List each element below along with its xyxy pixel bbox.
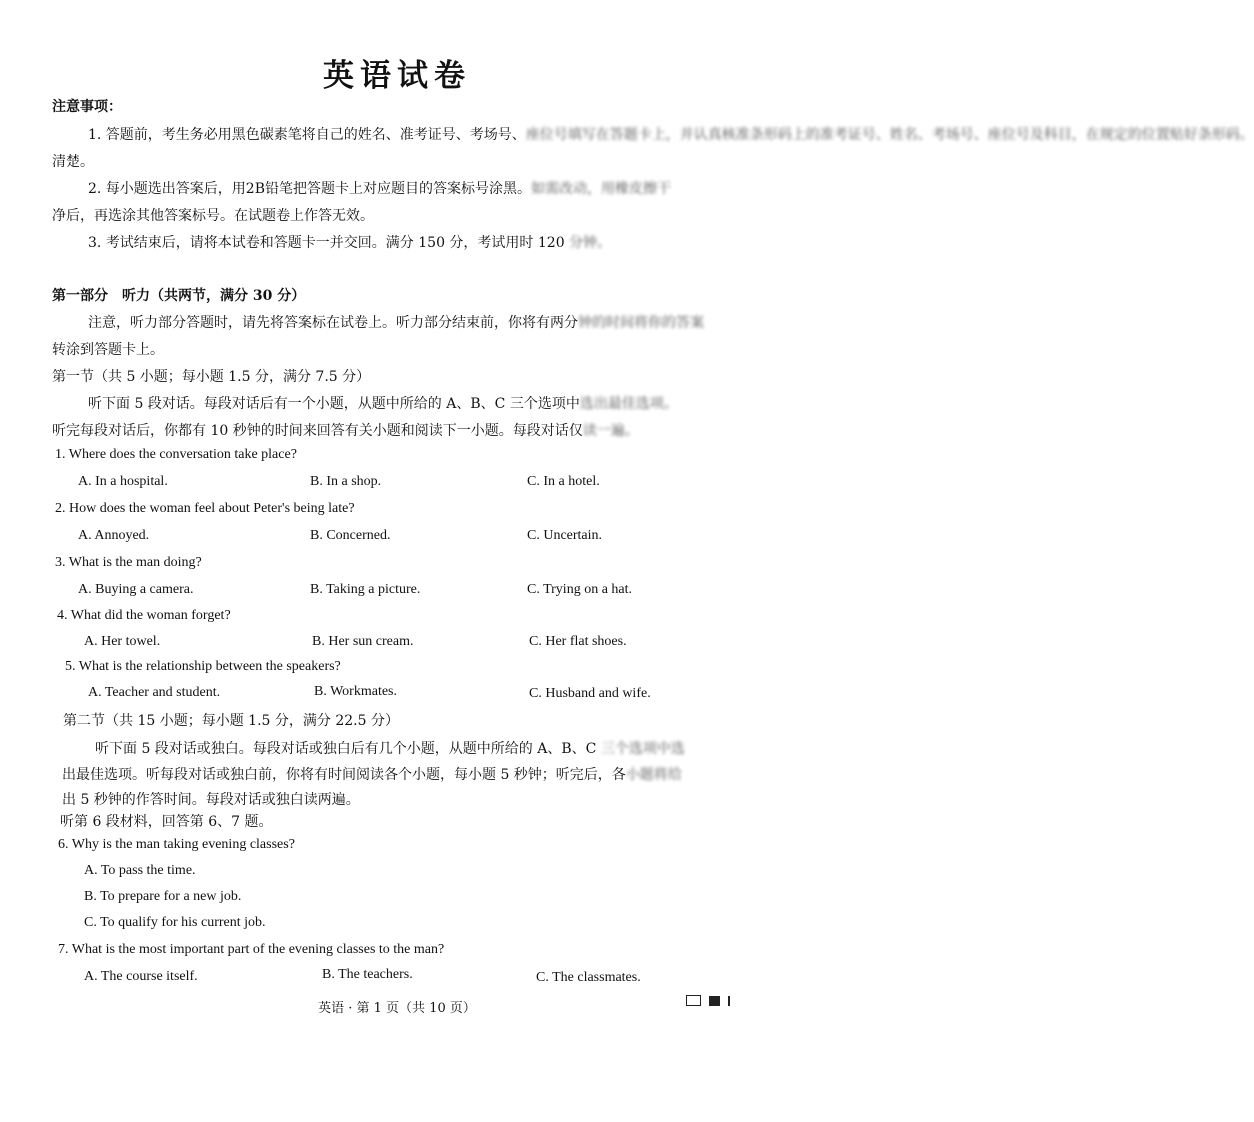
part1-heading: 第一部分 听力（共两节，满分 30 分） — [52, 288, 306, 304]
material-heading: 听第 6 段材料，回答第 6、7 题。 — [60, 814, 273, 830]
q5-option-c: C. Husband and wife. — [529, 686, 651, 701]
section2-intro-3: 出 5 秒钟的作答时间。每段对话或独白读两遍。 — [62, 792, 360, 808]
q1-option-b: B. In a shop. — [310, 474, 382, 489]
box-icon — [686, 995, 701, 1006]
page-footer: 英语 · 第 1 页（共 10 页） — [318, 1001, 476, 1016]
question-1: 1. Where does the conversation take place? — [55, 447, 297, 462]
q1-option-a: A. In a hospital. — [78, 474, 168, 489]
fill-icon — [709, 996, 720, 1006]
q2-option-c: C. Uncertain. — [527, 528, 603, 543]
notice-heading: 注意事项： — [52, 99, 122, 115]
q4-option-a: A. Her towel. — [84, 634, 161, 649]
q6-option-a: A. To pass the time. — [84, 863, 196, 878]
section1-intro-2: 听完每段对话后，你都有 10 秒钟的时间来回答有关小题和阅读下一小题。每段对话仅读一遍。 — [52, 423, 639, 439]
notice-line-3: 3. 考试结束后，请将本试卷和答题卡一并交回。满分 150 分，考试用时 120 分钟。 — [88, 235, 612, 251]
section2-intro-2: 出最佳选项。听每段对话或独白前，你将有时间阅读各个小题，每小题 5 秒钟；听完后，各小题将给 — [62, 767, 682, 783]
question-2: 2. How does the woman feel about Peter's being late? — [55, 501, 355, 516]
question-6: 6. Why is the man taking evening classes? — [58, 837, 295, 852]
q5-option-b: B. Workmates. — [314, 684, 397, 699]
notice-line-1: 1. 答题前，考生务必用黑色碳素笔将自己的姓名、准考证号、考场号、座位号填写在答题卡上，并认真核准条形码上的准考证号、姓名、考场号、座位号及科目，在规定的位置贴好条形码。 — [88, 127, 1254, 143]
question-5: 5. What is the relationship between the speakers? — [65, 659, 341, 674]
q6-option-c: C. To qualify for his current job. — [84, 915, 266, 930]
q7-option-b: B. The teachers. — [322, 967, 413, 982]
q1-option-c: C. In a hotel. — [527, 474, 600, 489]
q3-option-b: B. Taking a picture. — [310, 582, 421, 597]
page-title: 英语试卷 — [323, 58, 471, 94]
question-7: 7. What is the most important part of the evening classes to the man? — [58, 942, 445, 957]
footer-marks — [686, 995, 730, 1006]
section1-intro: 听下面 5 段对话。每段对话后有一个小题，从题中所给的 A、B、C 三个选项中选出最佳选项。 — [88, 396, 678, 412]
section1-heading: 第一节（共 5 小题；每小题 1.5 分，满分 7.5 分） — [52, 369, 371, 385]
q5-option-a: A. Teacher and student. — [88, 685, 221, 700]
q2-option-b: B. Concerned. — [310, 528, 391, 543]
section2-intro: 听下面 5 段对话或独白。每段对话或独白后有几个小题，从题中所给的 A、B、C 三个选项中选 — [95, 741, 685, 757]
question-3: 3. What is the man doing? — [55, 555, 202, 570]
bar-icon — [728, 996, 730, 1006]
q4-option-c: C. Her flat shoes. — [529, 634, 627, 649]
q7-option-c: C. The classmates. — [536, 970, 641, 985]
part1-intro-2: 转涂到答题卡上。 — [52, 342, 164, 358]
q3-option-a: A. Buying a camera. — [78, 582, 194, 597]
notice-line-2: 2. 每小题选出答案后，用2B铅笔把答题卡上对应题目的答案标号涂黑。如需改动，用橡皮擦干 — [88, 181, 672, 197]
q6-option-b: B. To prepare for a new job. — [84, 889, 242, 904]
q2-option-a: A. Annoyed. — [78, 528, 150, 543]
q7-option-a: A. The course itself. — [84, 969, 198, 984]
section2-heading: 第二节（共 15 小题；每小题 1.5 分，满分 22.5 分） — [63, 713, 399, 729]
q3-option-c: C. Trying on a hat. — [527, 582, 633, 597]
notice-line-1b: 清楚。 — [52, 154, 94, 170]
question-4: 4. What did the woman forget? — [57, 608, 231, 623]
notice-line-2b: 净后，再选涂其他答案标号。在试题卷上作答无效。 — [52, 208, 374, 224]
part1-intro: 注意，听力部分答题时，请先将答案标在试卷上。听力部分结束前，你将有两分钟的时间将你的答案 — [88, 315, 704, 331]
q4-option-b: B. Her sun cream. — [312, 634, 414, 649]
